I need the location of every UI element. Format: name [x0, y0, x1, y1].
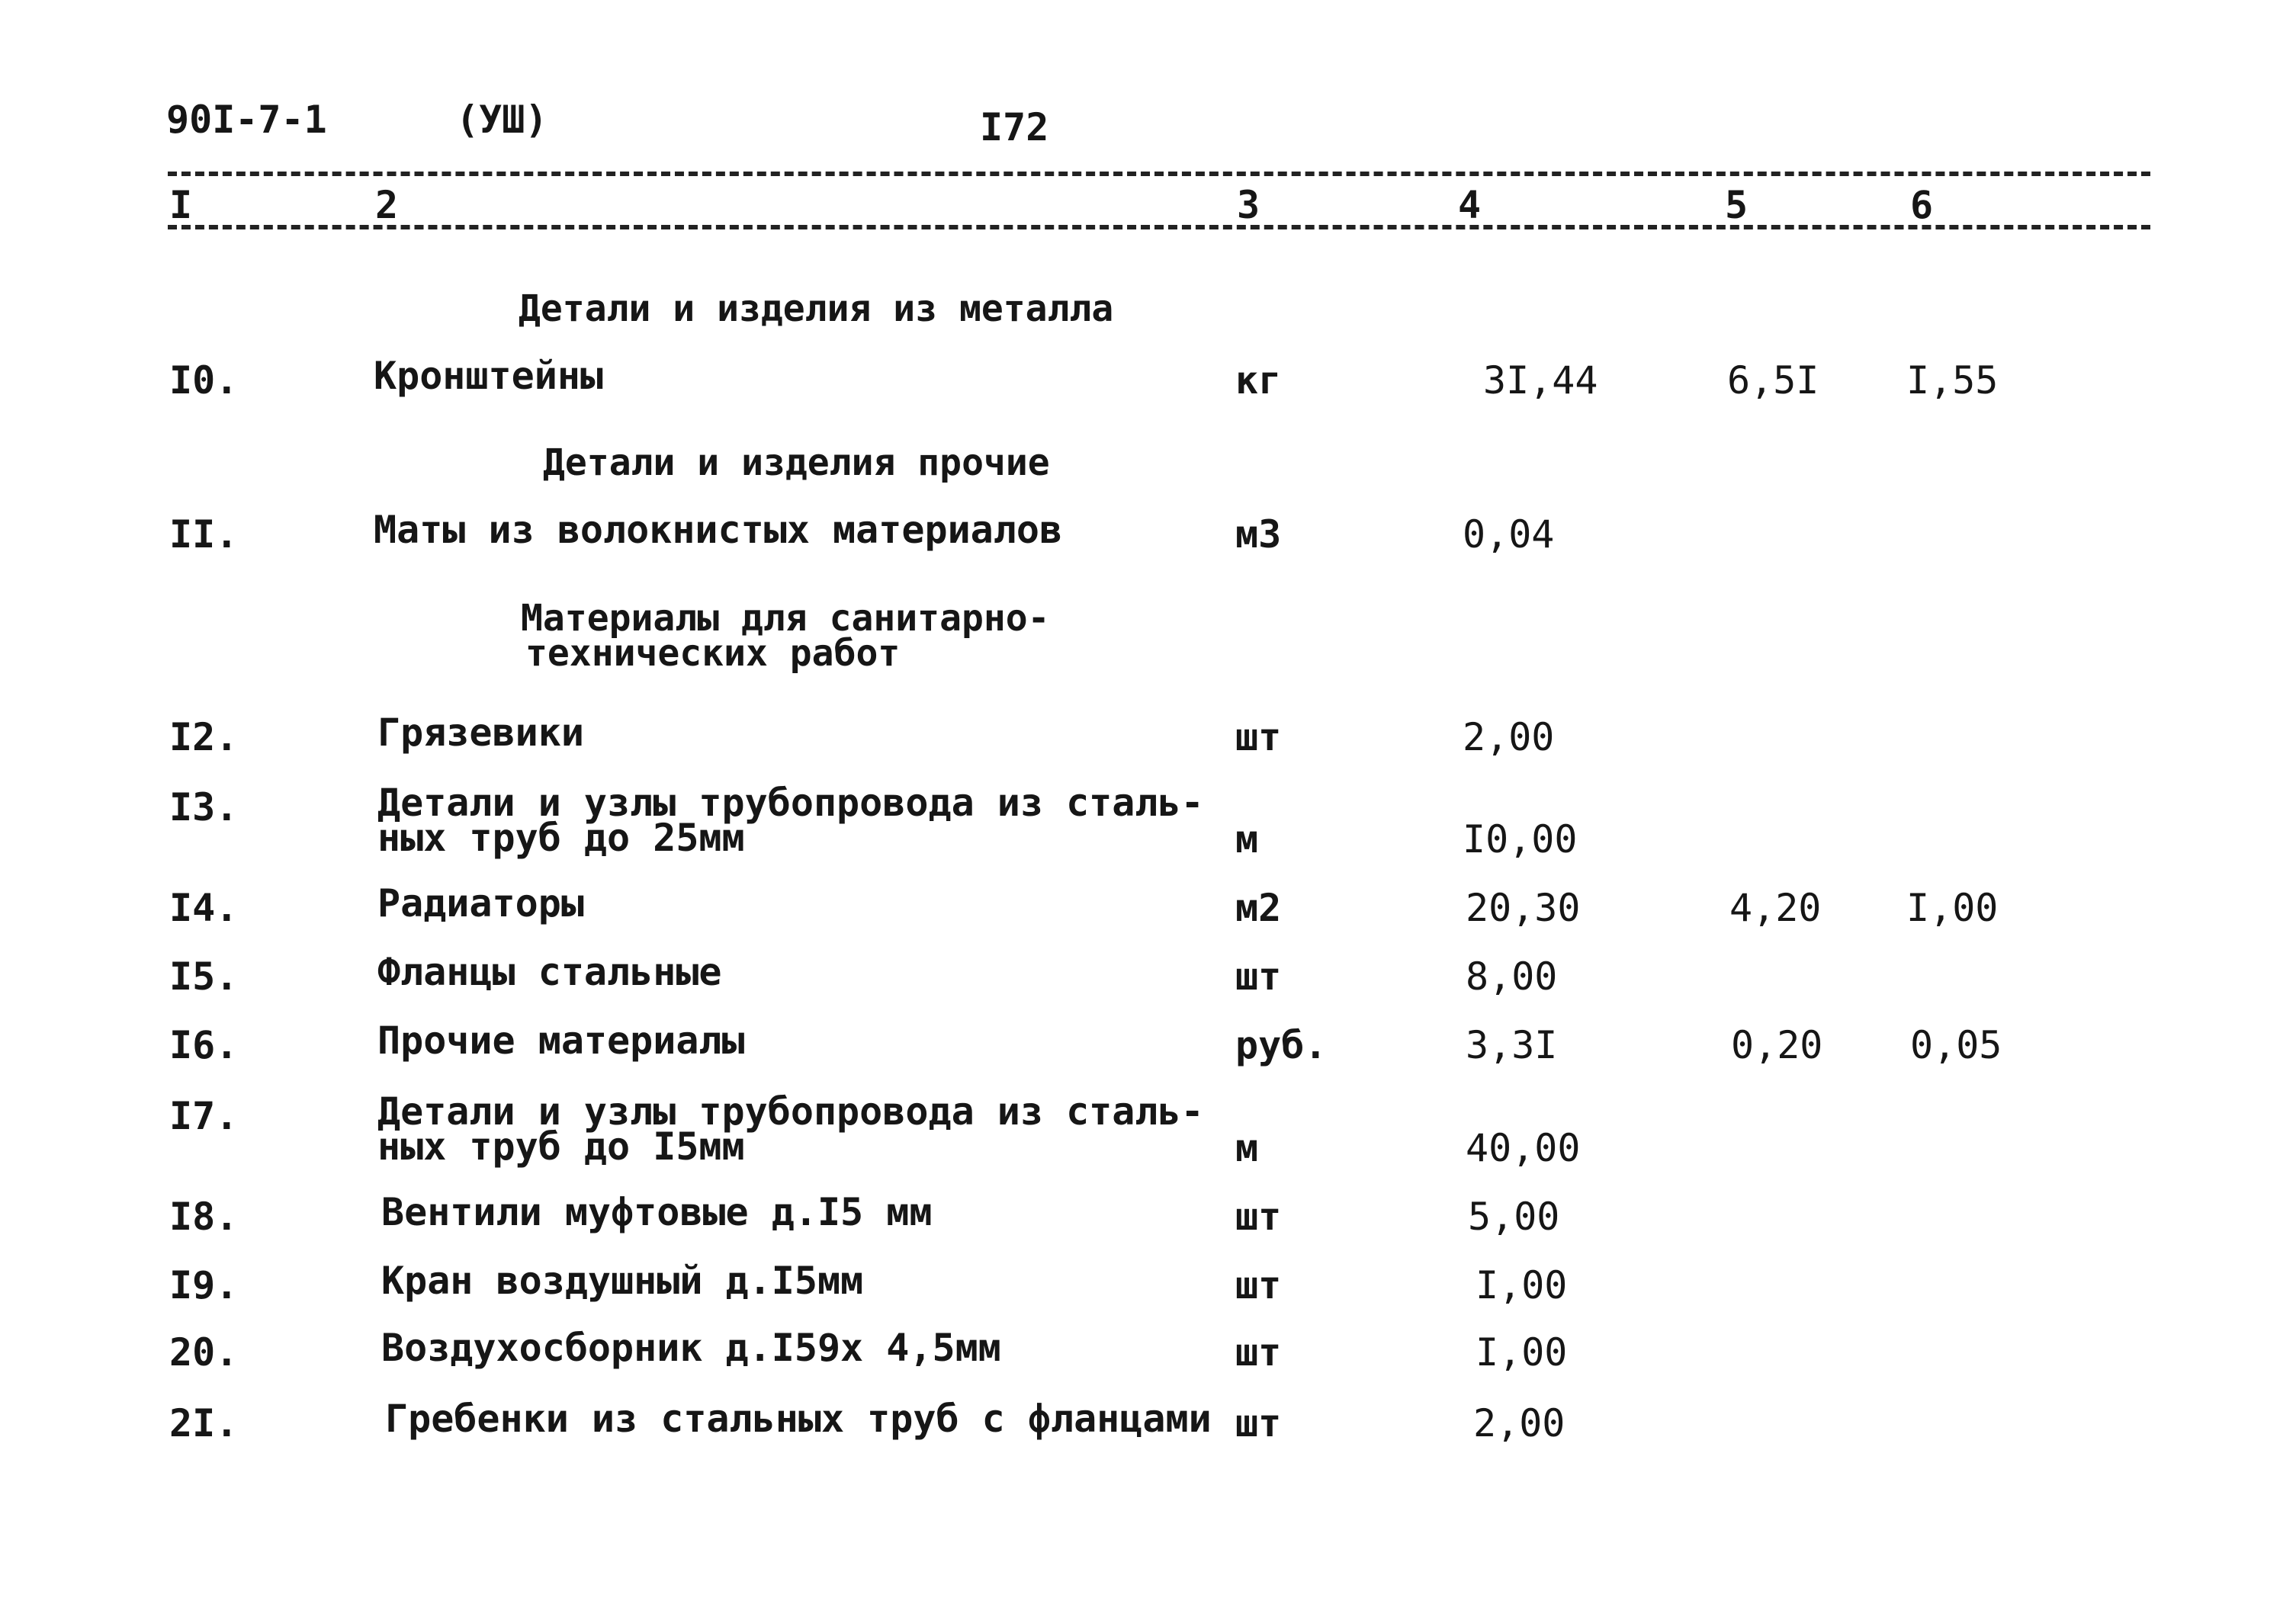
table-row — [0, 1259, 2296, 1307]
row-unit: руб. — [1235, 1023, 1328, 1067]
row-number: I3. — [169, 785, 239, 829]
row-col-4: 20,30 — [1466, 886, 1581, 930]
row-col-4: 3I,44 — [1483, 358, 1598, 403]
column-number-3: 3 — [1237, 183, 1260, 227]
table-row — [0, 1326, 2296, 1375]
row-name: Кронштейны — [374, 354, 604, 398]
row-name-line: Детали и узлы трубопровода из сталь- — [377, 1089, 1204, 1134]
row-unit: шт — [1235, 954, 1282, 999]
table-row — [0, 1019, 2296, 1067]
table-row — [0, 1089, 2296, 1170]
table-row — [0, 881, 2296, 930]
section-heading-line: технических работ — [525, 632, 901, 675]
row-number: I2. — [169, 715, 239, 759]
column-number-4: 4 — [1458, 183, 1482, 227]
row-name: Грязевики — [377, 711, 584, 755]
row-col-5: 4,20 — [1729, 886, 1822, 930]
row-col-4: I,00 — [1476, 1330, 1568, 1375]
row-name: Гребенки из стальных труб с фланцами — [385, 1397, 1212, 1441]
row-name: Вентили муфтовые д.I5 мм — [381, 1190, 933, 1234]
row-col-4: 8,00 — [1466, 954, 1558, 999]
row-name: Фланцы стальные — [377, 950, 722, 994]
row-number: II. — [169, 512, 239, 557]
section-heading-sanitary — [521, 597, 1050, 675]
column-number-5: 5 — [1725, 183, 1748, 227]
row-unit: м — [1235, 817, 1259, 861]
row-name-line: Детали и узлы трубопровода из сталь- — [377, 781, 1204, 825]
table-row — [0, 950, 2296, 999]
row-unit: шт — [1235, 1195, 1282, 1239]
column-number-2: 2 — [375, 183, 399, 227]
row-name-line: ных труб до 25мм — [377, 816, 745, 860]
row-name: Радиаторы — [377, 881, 584, 925]
table-row — [0, 781, 2296, 861]
row-unit: шт — [1235, 715, 1282, 759]
row-name: Кран воздушный д.I5мм — [381, 1259, 864, 1303]
page-number: I72 — [980, 105, 1049, 149]
row-col-4: I0,00 — [1463, 817, 1578, 861]
table-row — [0, 508, 2296, 557]
row-number: I4. — [169, 886, 239, 930]
divider-bottom — [168, 225, 2150, 229]
row-col-6: 0,05 — [1910, 1023, 2002, 1067]
row-number: I0. — [169, 358, 239, 403]
row-unit: шт — [1235, 1330, 1282, 1375]
row-col-6: I,00 — [1906, 886, 1999, 930]
row-name-line: ных труб до I5мм — [377, 1124, 745, 1169]
row-name — [377, 1089, 1204, 1169]
row-number: I9. — [169, 1263, 239, 1307]
row-number: I8. — [169, 1195, 239, 1239]
row-col-4: 40,00 — [1466, 1126, 1581, 1170]
row-name: Воздухосборник д.I59х 4,5мм — [381, 1326, 1001, 1370]
row-unit: м — [1235, 1126, 1259, 1170]
table-row — [0, 1397, 2296, 1445]
row-unit: кг — [1235, 358, 1282, 403]
section-heading-line: Материалы для санитарно- — [521, 597, 1050, 640]
row-unit: м2 — [1235, 886, 1282, 930]
row-number: 2I. — [169, 1401, 239, 1445]
row-col-5: 6,5I — [1727, 358, 1819, 403]
row-number: I5. — [169, 954, 239, 999]
section-heading-other: Детали и изделия прочие — [543, 441, 1050, 484]
row-number: I6. — [169, 1023, 239, 1067]
volume-label: (УШ) — [456, 98, 548, 142]
row-col-4: 2,00 — [1463, 715, 1555, 759]
row-col-4: 5,00 — [1468, 1195, 1560, 1239]
row-number: 20. — [169, 1330, 239, 1375]
section-heading-metal: Детали и изделия из металла — [519, 287, 1114, 330]
table-row — [0, 711, 2296, 759]
column-number-6: 6 — [1910, 183, 1934, 227]
row-col-4: 0,04 — [1463, 512, 1555, 557]
divider-top — [168, 172, 2150, 176]
row-name: Маты из волокнистых материалов — [374, 508, 1063, 552]
row-unit: шт — [1235, 1263, 1282, 1307]
row-unit: м3 — [1235, 512, 1282, 557]
row-col-6: I,55 — [1906, 358, 1999, 403]
row-col-4: I,00 — [1476, 1263, 1568, 1307]
table-row — [0, 354, 2296, 403]
row-number: I7. — [169, 1094, 239, 1138]
document-code: 90I-7-1 — [166, 98, 327, 142]
column-number-1: I — [169, 183, 193, 227]
row-name — [377, 781, 1204, 860]
row-col-5: 0,20 — [1731, 1023, 1823, 1067]
row-name: Прочие материалы — [377, 1019, 745, 1063]
row-col-4: 2,00 — [1473, 1401, 1565, 1445]
row-unit: шт — [1235, 1401, 1282, 1445]
row-col-4: 3,3I — [1466, 1023, 1558, 1067]
